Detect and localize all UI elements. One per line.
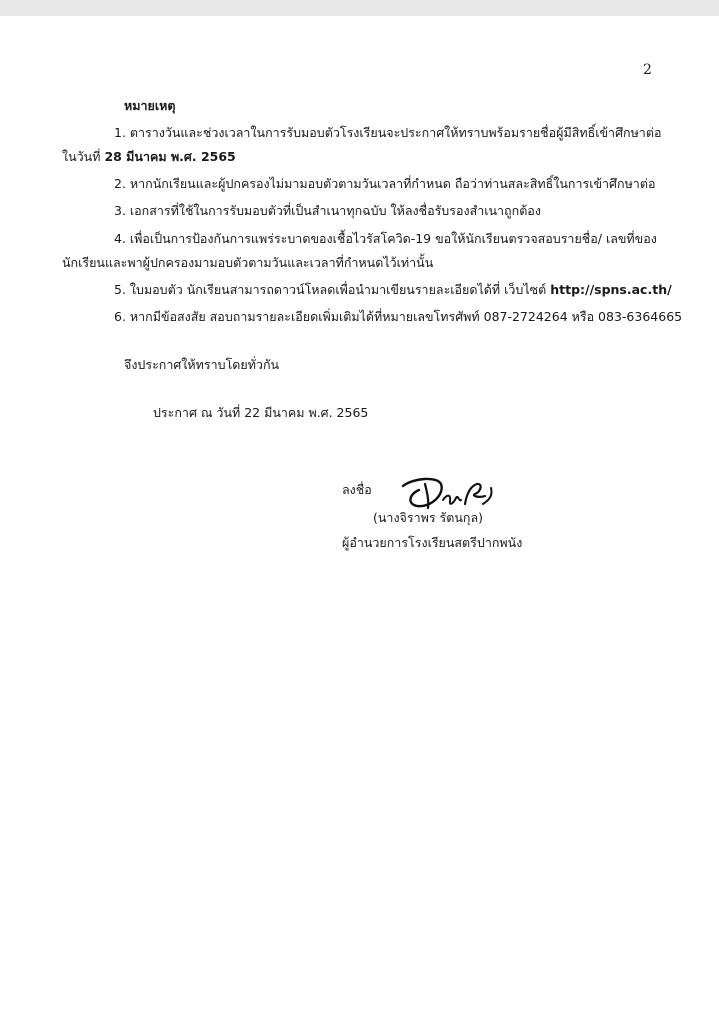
signatory-position: ผู้อำนวยการโรงเรียนสตรีปากพนัง xyxy=(342,535,523,550)
note-item-5-text: 5. ใบมอบตัว นักเรียนสามารถดาวน์โหลดเพื่อนำมาเขียนรายละเอียดได้ที่ เว็บไซต์ xyxy=(114,282,551,297)
note-item-1-prefix: ในวันที่ xyxy=(62,149,105,164)
note-item-5 xyxy=(114,282,672,298)
announcement-date: ประกาศ ณ วันที่ 22 มีนาคม พ.ศ. 2565 xyxy=(153,405,369,420)
note-item-3: 3. เอกสารที่ใช้ในการรับมอบตัวที่เป็นสำเนาทุกฉบับ ให้ลงชื่อรับรองสำเนาถูกต้อง xyxy=(114,203,541,218)
note-item-1-line-1: 1. ตารางวันและช่วงเวลาในการรับมอบตัวโรงเรียนจะประกาศให้ทราบพร้อมรายชื่อผู้มีสิทธิ์เข้าศึกษาต่อ xyxy=(114,125,662,140)
handwritten-signature xyxy=(395,474,500,514)
note-item-6: 6. หากมีข้อสงสัย สอบถามรายละเอียดเพิ่มเติมได้ที่หมายเลขโทรศัพท์ 087-2724264 หรือ 083-6364665 xyxy=(114,309,683,324)
announcement-text: จึงประกาศให้ทราบโดยทั่วกัน xyxy=(124,357,280,372)
note-item-4-line-1: 4. เพื่อเป็นการป้องกันการแพร่ระบาดของเชื้อไวรัสโควิด-19 ขอให้นักเรียนตรวจสอบรายชื่อ/ เลขที่ของ xyxy=(114,231,657,246)
note-item-5-url: http://spns.ac.th/ xyxy=(550,282,672,297)
note-item-2: 2. หากนักเรียนและผู้ปกครองไม่มามอบตัวตามวันเวลาที่กำหนด ถือว่าท่านสละสิทธิ์ในการเข้าศึกษาต่อ xyxy=(114,176,656,191)
notes-heading: หมายเหตุ xyxy=(124,98,176,113)
note-item-4-line-2: นักเรียนและพาผู้ปกครองมามอบตัวตามวันและเวลาที่กำหนดไว้เท่านั้น xyxy=(62,255,434,270)
note-item-1-line-2 xyxy=(62,149,236,165)
document-page xyxy=(0,16,719,1024)
signatory-name: (นางจิราพร รัตนกุล) xyxy=(373,510,484,525)
viewer-top-strip xyxy=(0,0,719,16)
signature-label: ลงชื่อ xyxy=(342,482,372,497)
note-item-1-date: 28 มีนาคม พ.ศ. 2565 xyxy=(104,149,236,164)
page-number: 2 xyxy=(643,62,652,78)
